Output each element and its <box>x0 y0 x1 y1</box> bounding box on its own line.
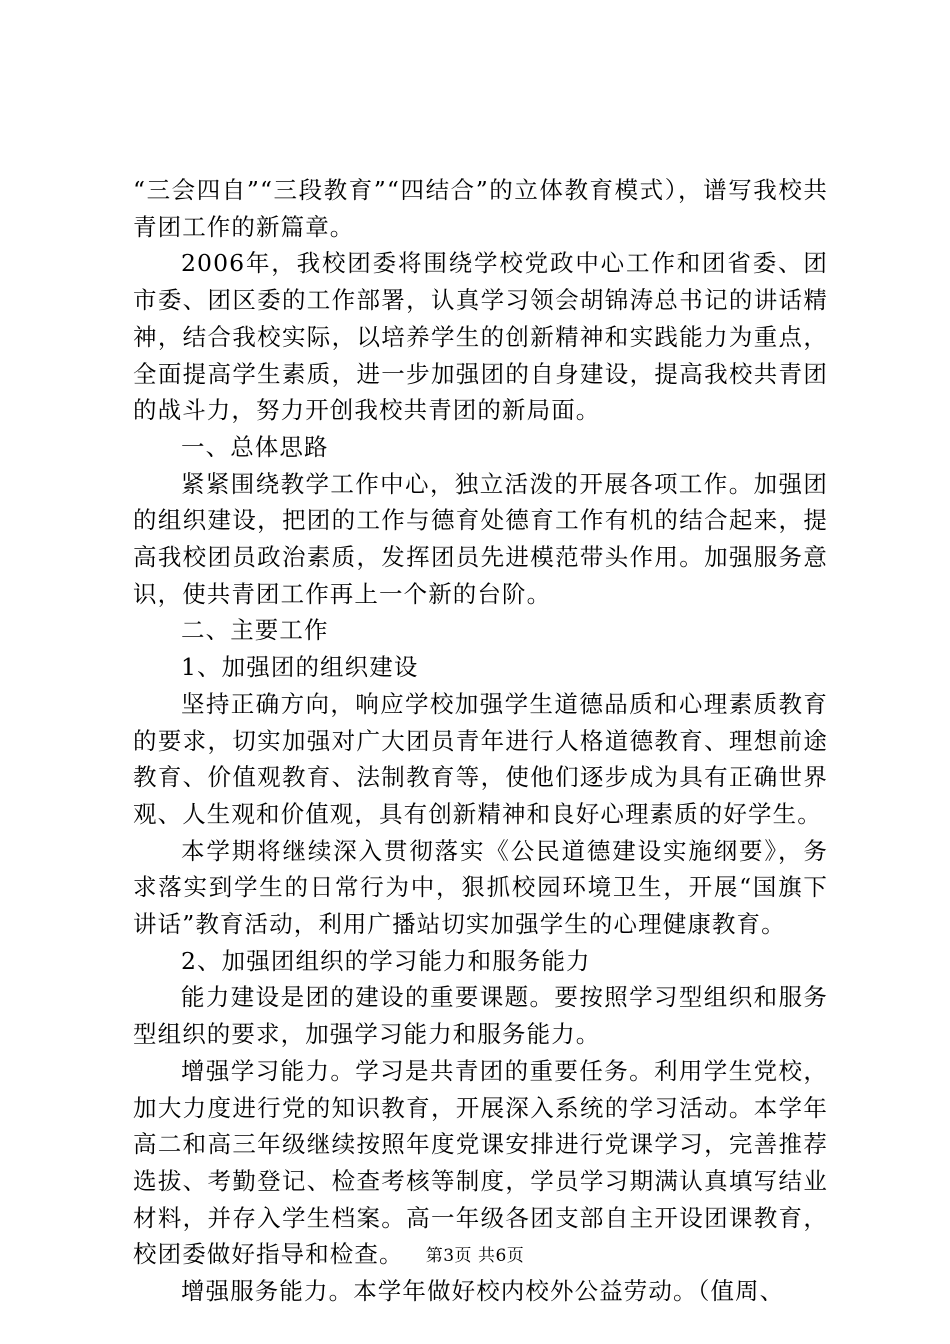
paragraph-2: 2006年，我校团委将围绕学校党政中心工作和团省委、团市委、团区委的工作部署，认真学习领会胡锦涛总书记的讲话精神，结合我校实际，以培养学生的创新精神和实践能力为重点，全面提高学生素质，进一步加强团的自身建设，提高我校共青团的战斗力，努力开创我校共青团的新局面。 <box>133 249 828 425</box>
paragraph-7: 增强学习能力。学习是共青团的重要任务。利用学生党校，加大力度进行党的知识教育，开展深入系统的学习活动。本学年高二和高三年级继续按照年度党课安排进行党课学习，完善推荐选拔、考勤登记、检查考核等制度，学员学习期满认真填写结业材料，并存入学生档案。高一年级各团支部自主开设团课教育，校团委做好指导和检查。 <box>133 1056 828 1269</box>
subsection-heading-2: 2、加强团组织的学习能力和服务能力 <box>181 946 591 975</box>
paragraph-5: 本学期将继续深入贯彻落实《公民道德建设实施纲要》，务求落实到学生的日常行为中，狠抓校园环境卫生，开展“国旗下讲话”教育活动，利用广播站切实加强学生的心理健康教育。 <box>133 836 828 939</box>
page-number-footer: 第3页 共6页 <box>425 1246 525 1266</box>
subsection-heading-1: 1、加强团的组织建设 <box>181 653 419 682</box>
paragraph-4: 坚持正确方向，响应学校加强学生道德品质和心理素质教育的要求，切实加强对广大团员青年进行人格道德教育、理想前途教育、价值观教育、法制教育等，使他们逐步成为具有正确世界观、人生观和价值观，具有创新精神和良好心理素质的好学生。 <box>133 689 828 828</box>
paragraph-6: 能力建设是团的建设的重要课题。要按照学习型组织和服务型组织的要求，加强学习能力和服务能力。 <box>133 983 828 1049</box>
section-heading-1: 一、总体思路 <box>181 432 329 461</box>
paragraph-8: 增强服务能力。本学年做好校内校外公益劳动。（值周、 <box>181 1277 785 1306</box>
paragraph-3: 紧紧围绕教学工作中心，独立活泼的开展各项工作。加强团的组织建设，把团的工作与德育处德育工作有机的结合起来，提高我校团员政治素质，发挥团员先进模范带头作用。加强服务意识，使共青团工作再上一个新的台阶。 <box>133 469 828 608</box>
document-body <box>133 172 828 1310</box>
section-heading-2: 二、主要工作 <box>181 616 329 645</box>
paragraph-1: “三会四自”“三段教育”“四结合”的立体教育模式），谱写我校共青团工作的新篇章。 <box>133 176 828 241</box>
